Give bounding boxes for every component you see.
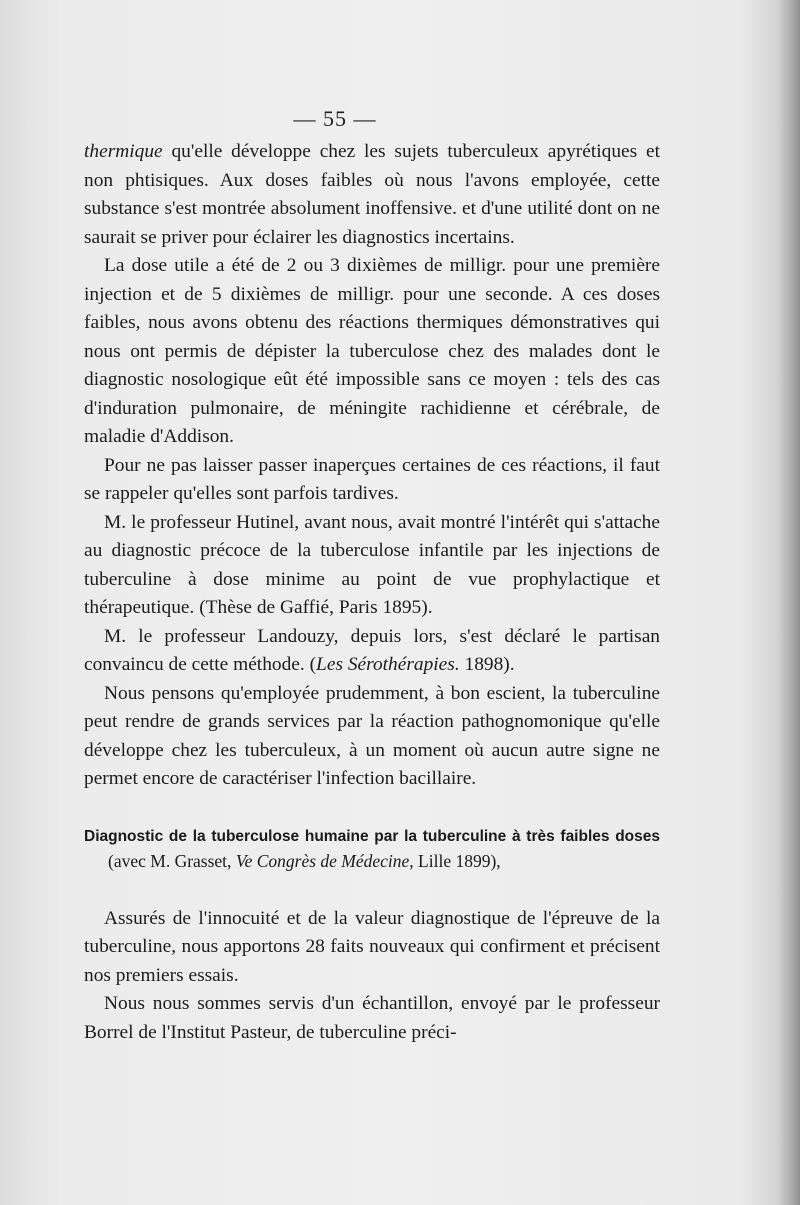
italic-citation: Les Sérothérapies.	[316, 654, 460, 675]
heading-reference-pre: (avec M. Grasset,	[108, 850, 236, 871]
heading-reference-post: , Lille 1899),	[409, 850, 501, 871]
paragraph-text: Nous nous sommes servis d'un échantillon, envoyé par le professeur Borrel de l'Institut Pasteur, de tuberculine préci-	[84, 993, 660, 1043]
italic-term: thermique	[84, 141, 163, 162]
paragraph-text: qu'elle développe chez les sujets tuberculeux apyrétiques et non phtisiques. Aux doses faibles où nous l'avons employée, cette substance s'est montrée absolument inoffensive. et d'une utilité dont on ne saurait se priver pour éclairer les diagnostics incertains.	[84, 141, 660, 248]
paragraph-1	[84, 138, 660, 252]
body-text	[84, 138, 660, 1047]
page-number: — 55 —	[293, 106, 377, 131]
paragraph-8	[84, 990, 660, 1047]
paragraph-3	[84, 452, 660, 509]
section-heading	[84, 823, 660, 875]
paragraph-text: M. le professeur Landouzy, depuis lors, s'est déclaré le partisan convaincu de cette méthode. (	[84, 625, 660, 675]
paragraph-text: 1898).	[459, 654, 515, 675]
paragraph-4	[84, 509, 660, 623]
paragraph-text: Assurés de l'innocuité et de la valeur diagnostique de l'épreuve de la tuberculine, nous apportons 28 faits nouveaux qui confirment et précisent nos premiers essais.	[84, 907, 660, 986]
paragraph-text: Pour ne pas laisser passer inaperçues certaines de ces réactions, il faut se rappeler qu'elles sont parfois tardives.	[84, 454, 660, 504]
heading-reference-italic: Ve Congrès de Médecine	[235, 850, 410, 871]
paragraph-6	[84, 680, 660, 794]
paragraph-text: M. le professeur Hutinel, avant nous, avait montré l'intérêt qui s'attache au diagnostic précoce de la tuberculose infantile par les injections de tuberculine à dose minime au point de vue prophylactique et thérapeutique. (Thèse de Gaffié, Paris 1895).	[84, 511, 660, 618]
paragraph-2	[84, 252, 660, 452]
paragraph-5	[84, 623, 660, 680]
heading-reference	[108, 851, 501, 871]
paragraph-7	[84, 905, 660, 991]
paragraph-text: La dose utile a été de 2 ou 3 dixièmes de milligr. pour une première injection et de 5 dixièmes de milligr. pour une seconde. A ces doses faibles, nous avons obtenu des réactions thermiques démonstratives qui nous ont permis de dépister la tuberculose chez des malades dont le diagnostic nosologique eût été impossible sans ce moyen : tels des cas d'induration pulmonaire, de méningite rachidienne et cérébrale, de maladie d'Addison.	[84, 255, 660, 447]
paragraph-text: Nous pensons qu'employée prudemment, à bon escient, la tuberculine peut rendre de grands services par la réaction pathognomonique qu'elle développe chez les tuberculeux, à un moment où aucun autre signe ne permet encore de caractériser l'infection bacillaire.	[84, 682, 660, 789]
page-edge-shadow	[778, 0, 800, 1205]
heading-title: Diagnostic de la tuberculose humaine par la tuberculine à très faibles doses	[84, 827, 660, 845]
